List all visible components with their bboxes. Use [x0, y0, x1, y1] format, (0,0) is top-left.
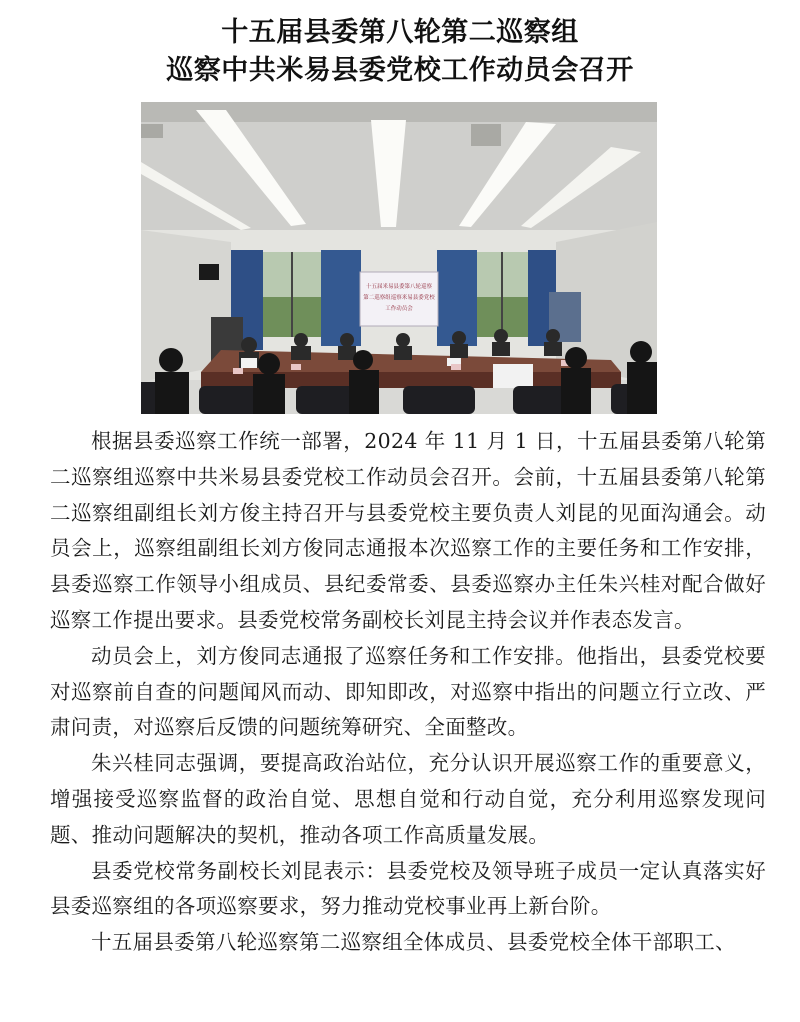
paragraph-5: 十五届县委第八轮巡察第二巡察组全体成员、县委党校全体干部职工、: [91, 930, 736, 955]
paragraph-3: 朱兴桂同志强调，要提高政治站位，充分认识开展巡察工作的重要意义，增强接受巡察监督的政治自觉、思想自觉和行动自觉，充分利用巡察发现问题、推动问题解决的契机，推动各项工作高质量发展。: [50, 751, 766, 847]
screen-text-line-3: 工作动员会: [385, 306, 413, 312]
paragraph-2: 动员会上，刘方俊同志通报了巡察任务和工作安排。他指出，县委党校要对巡察前自查的问题闻风而动、即知即改，对巡察中指出的问题立行立改、严肃问责，对巡察后反馈的问题统筹研究、全面整改。: [50, 643, 766, 740]
paragraph-1: 根据县委巡察工作统一部署，2024 年 11 月 1 日，十五届县委第八轮第二巡察组巡察中共米易县委党校工作动员会召开。会前，十五届县委第八轮第二巡察组副组长刘方俊主持召开与县委党校主要负责人刘昆的见面沟通会。动员会上，巡察组副组长刘方俊同志通报本次巡察工作的主要任务和工作安排，县委巡察工作领导小组成员、县纪委常委、县委巡察办主任朱兴桂对配合做好巡察工作提出要求。县委党校常务副校长刘昆主持会议并作表态发言。: [50, 429, 766, 632]
screen-text-line-2: 第二巡察组巡察米易县委党校: [363, 295, 435, 301]
article-title-line-2: 巡察中共米易县委党校工作动员会召开: [166, 55, 634, 86]
paragraph-4: 县委党校常务副校长刘昆表示：县委党校及领导班子成员一定认真落实好县委巡察组的各项巡察要求，努力推动党校事业再上新台阶。: [50, 858, 766, 919]
meeting-photo: [141, 102, 657, 414]
screen-text-line-1: 十五届米易县委第八轮巡察: [365, 284, 433, 290]
article-body: [50, 424, 766, 961]
article-title-line-1: 十五届县委第八轮第二巡察组: [221, 17, 579, 48]
